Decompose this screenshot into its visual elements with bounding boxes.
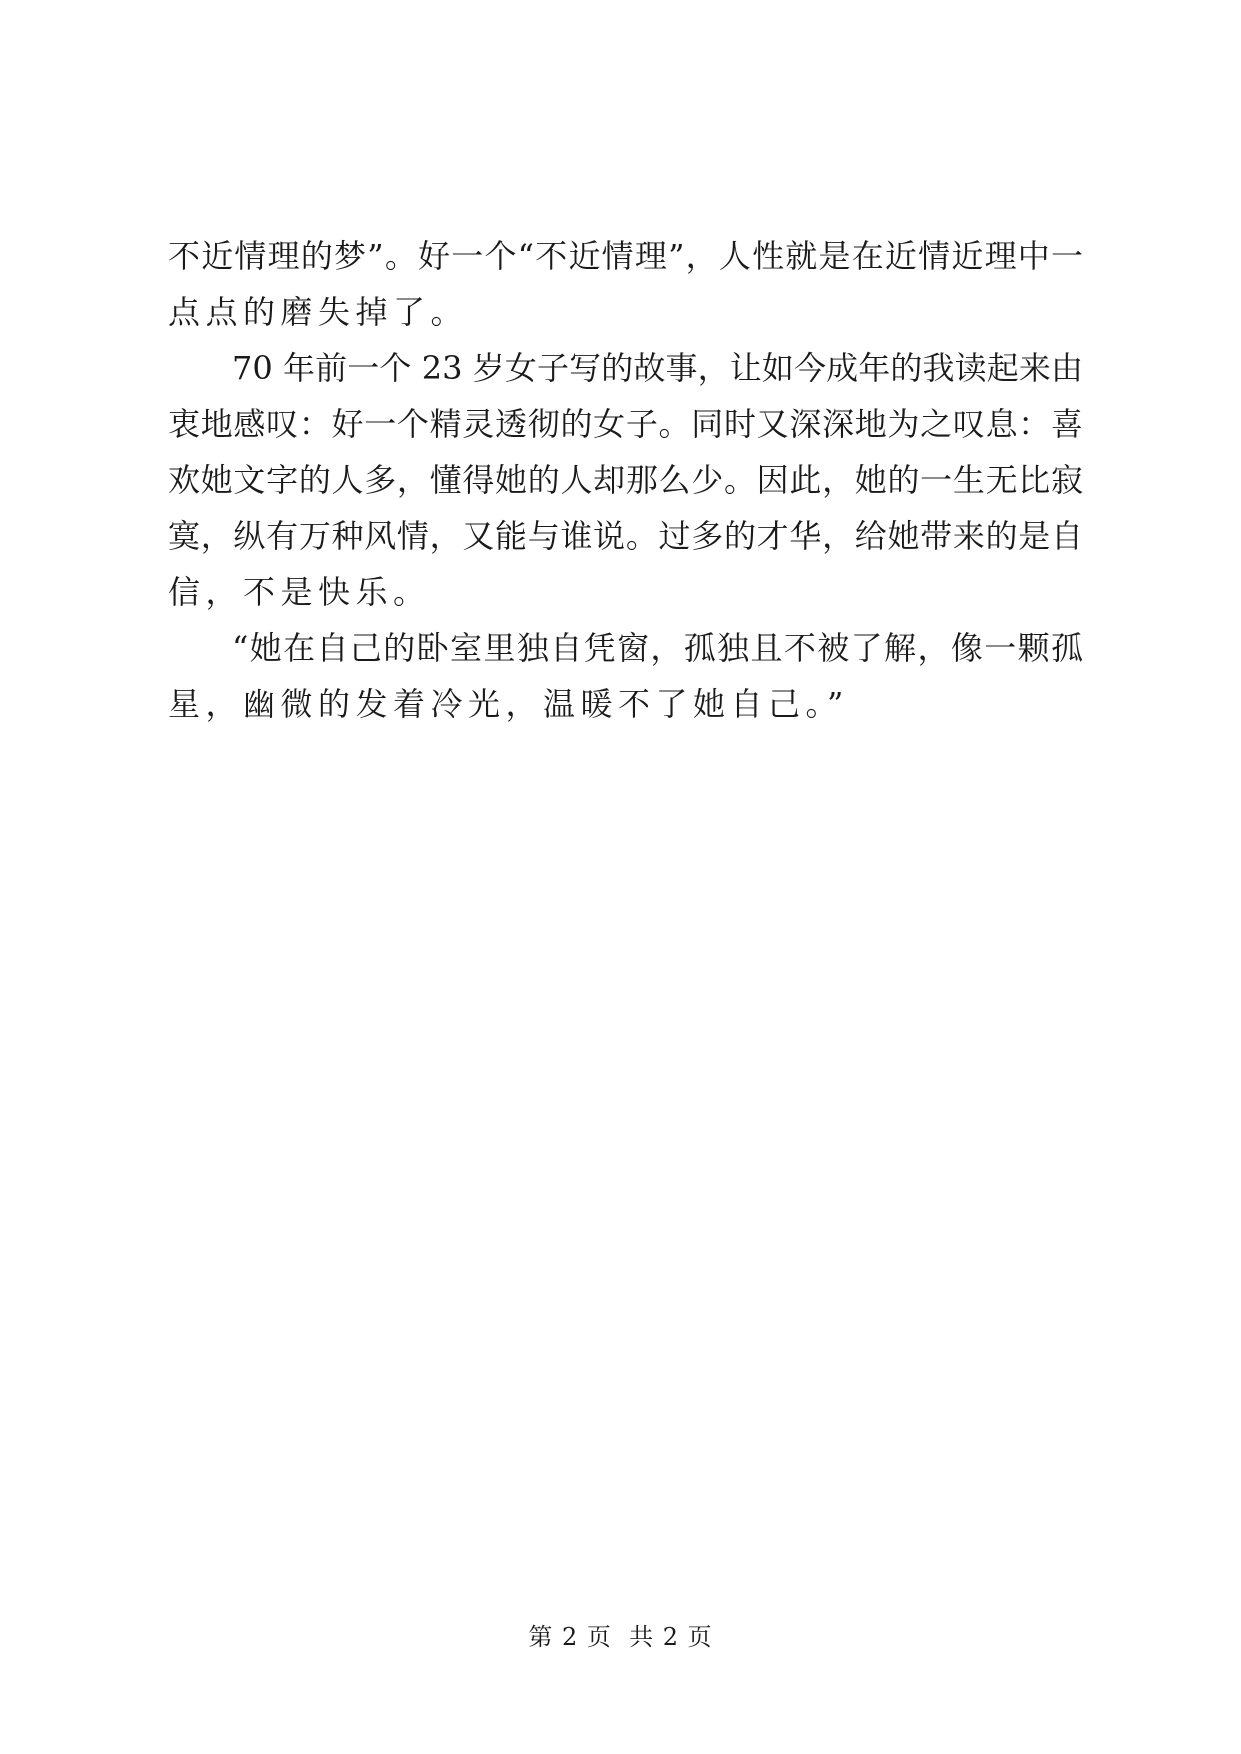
text-line: “她在自己的卧室里独自凭窗，孤独且不被了解，像一颗孤: [232, 629, 1083, 667]
page-total: 共 2 页: [629, 1623, 713, 1651]
text-line: 点点的磨失掉了。: [168, 293, 469, 331]
text-line: 信，不是快乐。: [168, 573, 431, 611]
text-line: 衷地感叹：好一个精灵透彻的女子。同时又深深地为之叹息：喜: [168, 405, 1083, 443]
paragraph-1: [168, 228, 1083, 340]
paragraph-3: [168, 620, 1083, 732]
text-line: 欢她文字的人多，懂得她的人却那么少。因此，她的一生无比寂: [168, 461, 1083, 499]
page-footer: [0, 1622, 1241, 1652]
page-number: 第 2 页: [528, 1623, 612, 1651]
text-line: 70 年前一个 23 岁女子写的故事，让如今成年的我读起来由: [232, 349, 1083, 387]
text-line: 寞，纵有万种风情，又能与谁说。过多的才华，给她带来的是自: [168, 517, 1083, 555]
document-body: [168, 228, 1083, 732]
text-line: 不近情理的梦”。好一个“不近情理”，人性就是在近情近理中一: [168, 237, 1083, 275]
text-line: 星，幽微的发着冷光，温暖不了她自己。”: [168, 685, 849, 723]
paragraph-2: [168, 340, 1083, 620]
